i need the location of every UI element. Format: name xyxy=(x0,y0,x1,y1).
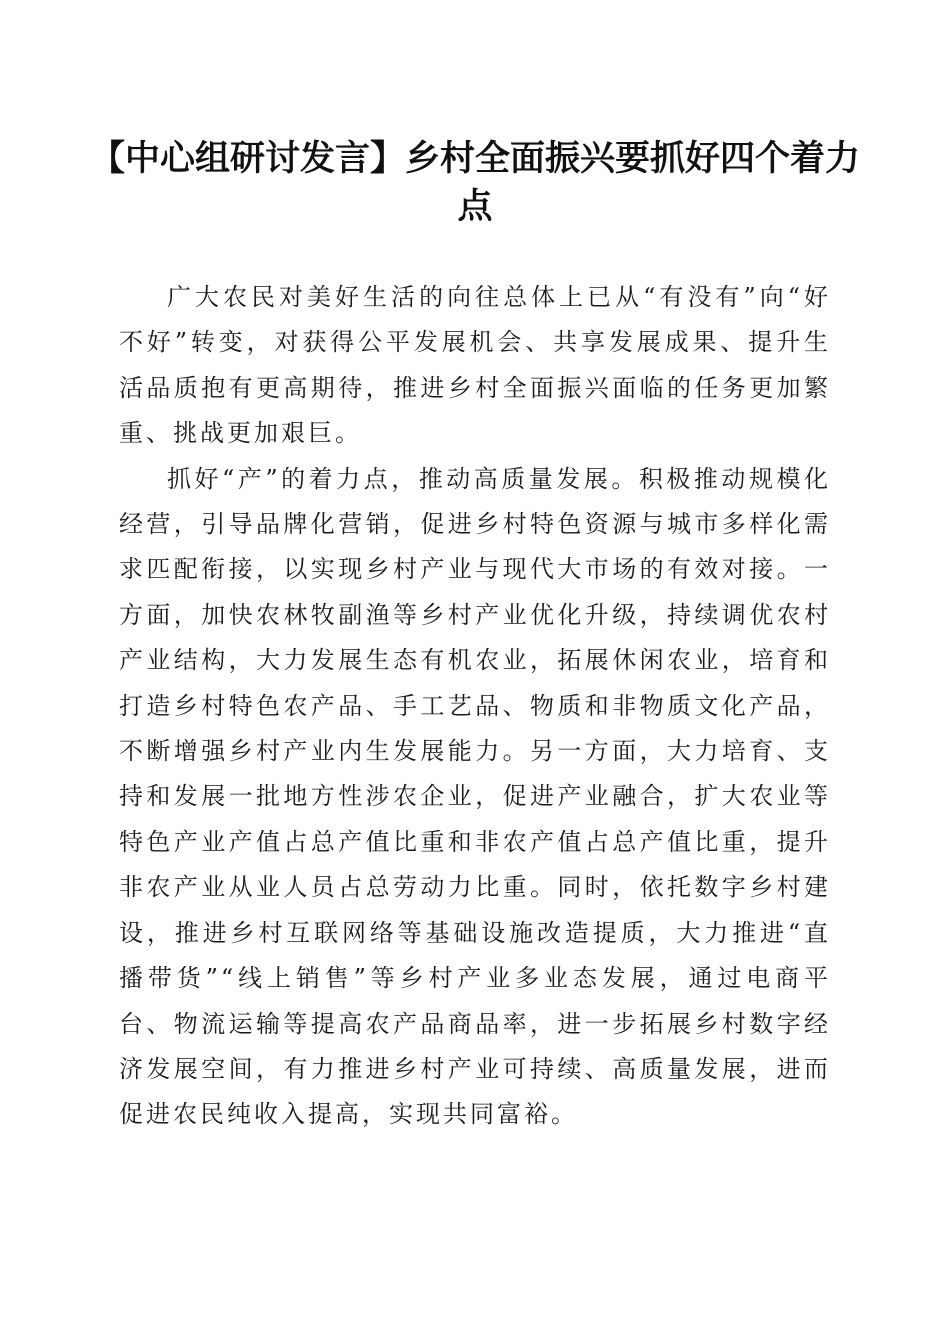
document-body xyxy=(119,275,831,1138)
document-title: 【中心组研讨发言】乡村全面振兴要抓好四个着力点 xyxy=(90,138,861,227)
paragraph-production: 抓好“产”的着力点，推动高质量发展。积极推动规模化经营，引导品牌化营销，促进乡村特色资源与城市多样化需求匹配衔接，以实现乡村产业与现代大市场的有效对接。一方面，加快农林牧副渔等乡村产业优化升级，持续调优农村产业结构，大力发展生态有机农业，拓展休闲农业，培育和打造乡村特色农产品、手工艺品、物质和非物质文化产品，不断增强乡村产业内生发展能力。另一方面，大力培育、支持和发展一批地方性涉农企业，促进产业融合，扩大农业等特色产业产值占总产值比重和非农产值占总产值比重，提升非农产业从业人员占总劳动力比重。同时，依托数字乡村建设，推进乡村互联网络等基础设施改造提质，大力推进“直播带货”“线上销售”等乡村产业多业态发展，通过电商平台、物流运输等提高农产品商品率，进一步拓展乡村数字经济发展空间，有力推进乡村产业可持续、高质量发展，进而促进农民纯收入提高，实现共同富裕。 xyxy=(119,464,831,1129)
paragraph-intro: 广大农民对美好生活的向往总体上已从“有没有”向“好不好”转变，对获得公平发展机会、共享发展成果、提升生活品质抱有更高期待，推进乡村全面振兴面临的任务更加繁重、挑战更加艰巨。 xyxy=(119,283,831,448)
